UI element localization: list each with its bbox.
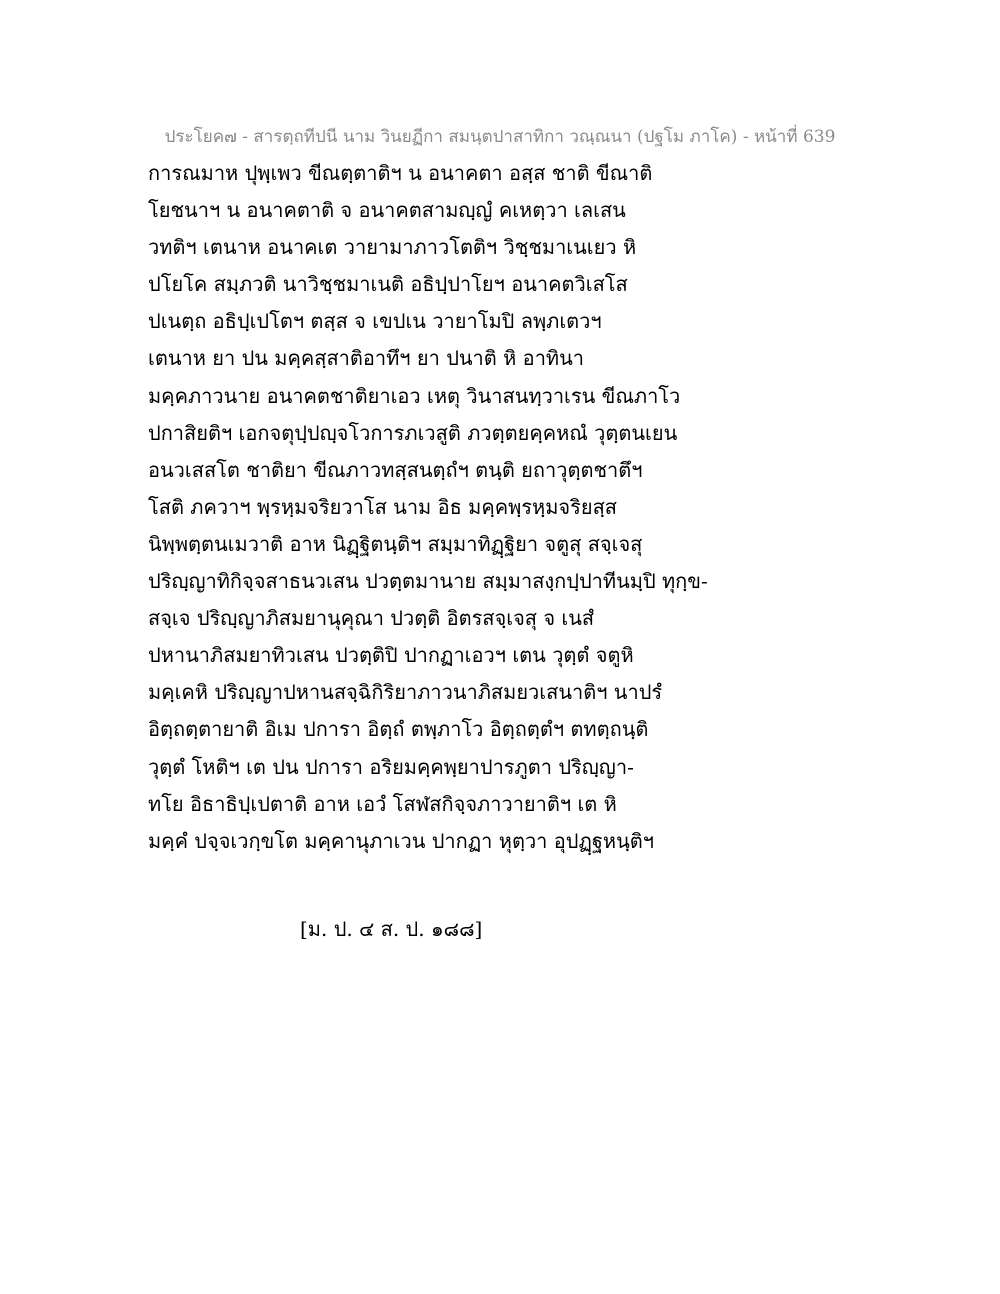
body-text	[148, 158, 708, 863]
text-line: วุตฺตํ โหติฯ เต ปน ปการา อริยมคฺคพฺยาปารภูตา ปริญฺญา-	[148, 754, 634, 779]
text-line: ปโยโค สมฺภวติ นาวิชฺชมาเนติ อธิปฺปาโยฯ อนาคตวิเสโส	[148, 272, 628, 297]
text-line: ทโย อิธาธิปฺเปตาติ อาห เอวํ โสฬสกิจฺจภาวายาติฯ เต หิ	[148, 791, 617, 816]
text-line: สจฺเจ ปริญฺญาภิสมยานุคุณา ปวตฺติ อิตรสจฺเจสุ จ เนสํ	[148, 606, 595, 631]
text-line: อนวเสสโต ชาติยา ขีณภาวทสฺสนตฺถํฯ ตนฺติ ยถาวุตฺตชาตึฯ	[148, 457, 643, 482]
text-line: วทติฯ เตนาห อนาคเต วายามาภาวโตติฯ วิชฺชมาเนเยว หิ	[148, 235, 637, 260]
running-header: ประโยค๗ - สารตฺถทีปนี นาม วินยฏีกา สมนฺตปาสาทิกา วณฺณนา (ปฐโม ภาโค) - หน้าที่ 639	[164, 127, 836, 147]
text-line: มคฺคภาวนาย อนาคตชาติยาเอว เหตุ วินาสนทฺวาเรน ขีณภาโว	[148, 383, 681, 408]
text-line: โสติ ภควาฯ พฺรหฺมจริยวาโส นาม อิธ มคฺคพฺรหฺมจริยสฺส	[148, 494, 617, 519]
text-line: นิพฺพตฺตนเมวาติ อาห นิฏฺฐิตนฺติฯ สมฺมาทิฏฺฐิยา จตูสุ สจฺเจสุ	[148, 531, 643, 556]
text-line: ปหานาภิสมยาทิวเสน ปวตฺติปิ ปากฏาเอวฯ เตน วุตฺตํ จตูหิ	[148, 643, 634, 668]
text-line: ปเนตฺถ อธิปฺเปโตฯ ตสฺส จ เขปเน วายาโมปิ ลพฺภเตวฯ	[148, 309, 602, 334]
reference-citation: [ม. ป. ๔ ส. ป. ๑๘๘]	[300, 917, 483, 941]
text-line: ปริญฺญาทิกิจฺจสาธนวเสน ปวตฺตมานาย สมฺมาสงฺกปฺปาทีนมฺปิ ทุกฺข-	[148, 569, 708, 594]
text-line: มคฺเคหิ ปริญฺญาปหานสจฺฉิกิริยาภาวนาภิสมยวเสนาติฯ นาปรํ	[148, 680, 663, 705]
text-line: มคฺคํ ปจฺจเวกฺขโต มคฺคานุภาเวน ปากฏา หุตฺวา อุปฏฺฐหนฺติฯ	[148, 828, 655, 853]
text-line: ปกาสิยติฯ เอกจตุปฺปญฺจโวการภเวสูติ ภวตฺตยคฺคหณํ วุตฺตนเยน	[148, 420, 678, 445]
text-line: อิตฺถตฺตายาติ อิเม ปการา อิตฺถํ ตพฺภาโว อิตฺถตฺตํฯ ตทตฺถนฺติ	[148, 717, 649, 742]
text-line: โยชนาฯ น อนาคตาติ จ อนาคตสามญฺญํ คเหตฺวา เลเสน	[148, 198, 626, 223]
text-line: เตนาห ยา ปน มคฺคสฺสาติอาทึฯ ยา ปนาติ หิ อาทินา	[148, 346, 585, 371]
text-line: การณมาห ปุพฺเพว ขีณตฺตาติฯ น อนาคตา อสฺส ชาติ ขีณาติ	[148, 161, 653, 185]
